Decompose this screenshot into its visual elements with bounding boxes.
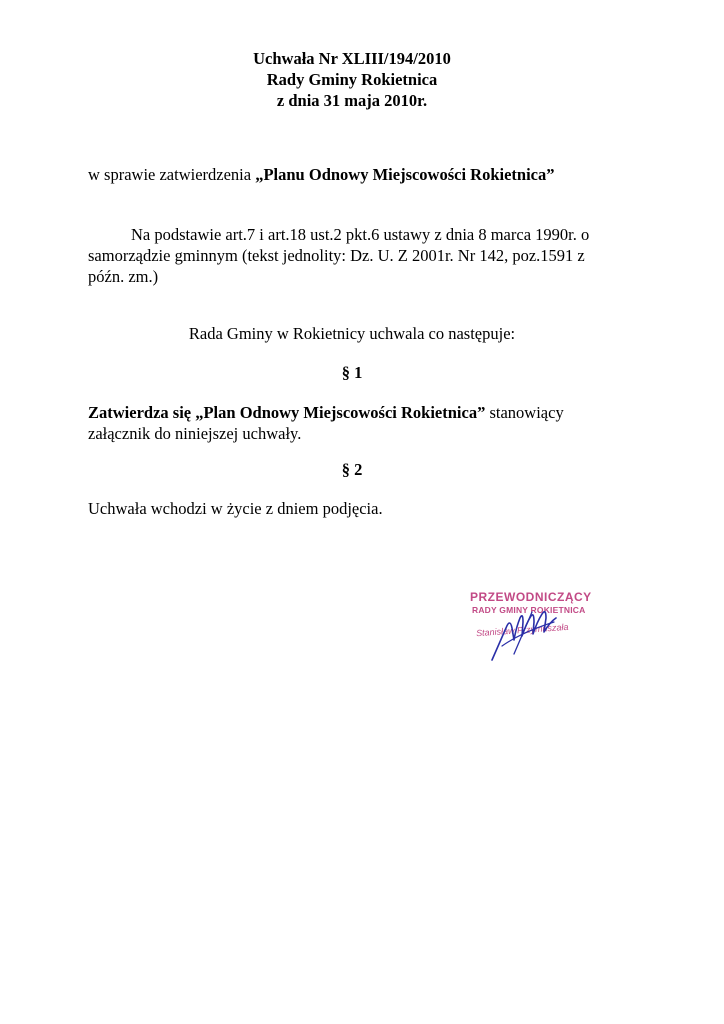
legal-basis-line-2: samorządzie gminnym (tekst jednolity: Dz. U. Z 2001r. Nr 142, poz.1591 z [88,246,585,265]
section-1-heading: § 1 [341,363,363,382]
section-1-bold-text: Zatwierdza się „Plan Odnowy Miejscowości Rokietnica” [88,403,486,422]
chairman-stamp [462,588,602,668]
resolution-number: Uchwała Nr XLIII/194/2010 [253,49,451,68]
stamp-title: PRZEWODNICZĄCY [470,590,592,604]
handwritten-signature [462,588,602,668]
stamp-name: Stanisław Przymuszała [475,621,569,639]
subject-title: „Planu Odnowy Miejscowości Rokietnica” [255,165,555,184]
section-1-rest-text: stanowiący [485,403,564,422]
council-name: Rady Gminy Rokietnica [266,70,438,89]
subject-line [88,164,555,185]
section-2-heading: § 2 [341,460,363,479]
section-1-text-line-1 [88,402,564,423]
subject-prefix: w sprawie zatwierdzenia [88,165,256,184]
resolution-date: z dnia 31 maja 2010r. [276,91,428,110]
resolution-header [0,48,704,111]
legal-basis-line-3: późn. zm.) [88,267,159,286]
legal-basis-line-1: Na podstawie art.7 i art.18 ust.2 pkt.6 ustawy z dnia 8 marca 1990r. o [131,225,590,244]
resolves-statement: Rada Gminy w Rokietnicy uchwala co następuje: [188,324,516,343]
section-1-text-line-2: załącznik do niniejszej uchwały. [88,424,302,443]
stamp-council: RADY GMINY ROKIETNICA [472,605,586,615]
section-2-text: Uchwała wchodzi w życie z dniem podjęcia. [88,499,383,518]
